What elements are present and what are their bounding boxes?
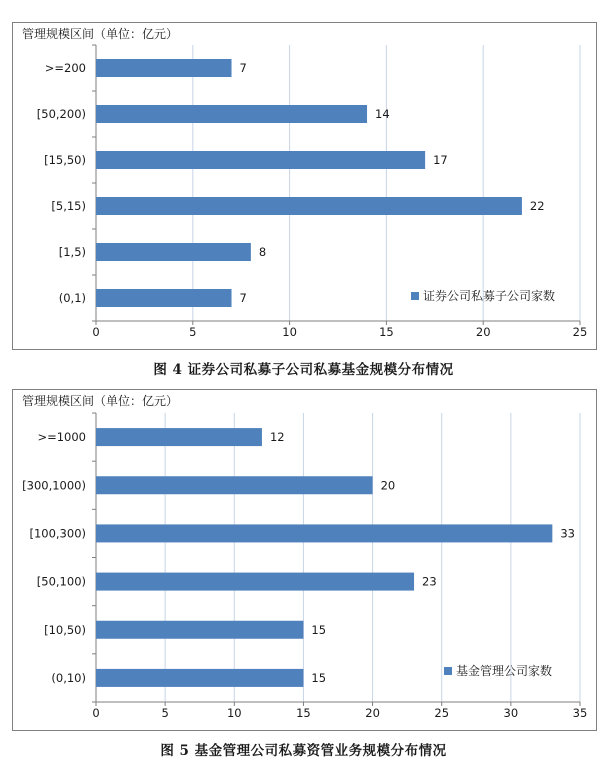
bar (96, 151, 425, 169)
chart-svg-1 (13, 23, 598, 351)
data-label: 23 (422, 574, 437, 589)
x-tick-label: 25 (434, 706, 450, 720)
bar (96, 621, 303, 639)
data-label: 17 (433, 153, 448, 167)
category-label: [50,100) (36, 574, 86, 589)
chart-title: 管理规模区间（单位：亿元） (22, 27, 179, 41)
figure-caption-2: 图 5 基金管理公司私募资管业务规模分布情况 (160, 743, 447, 759)
data-label: 33 (560, 526, 575, 541)
chart-panel-1 (12, 22, 597, 350)
data-label: 7 (239, 61, 247, 75)
x-tick-label: 10 (282, 325, 297, 339)
chart-title: 管理规模区间（单位：亿元） (22, 394, 179, 408)
bar (96, 476, 373, 494)
bar (96, 669, 303, 687)
category-label: [50,200) (36, 107, 86, 121)
legend-label: 证券公司私募子公司家数 (423, 289, 556, 303)
x-tick-label: 5 (189, 325, 197, 339)
x-tick-label: 5 (161, 706, 169, 720)
x-tick-label: 35 (572, 706, 588, 720)
x-tick-label: 15 (379, 325, 394, 339)
data-label: 15 (311, 622, 327, 637)
bar (96, 59, 232, 77)
legend-swatch (444, 667, 452, 675)
x-tick-label: 0 (92, 706, 100, 720)
bar (96, 573, 414, 591)
data-label: 22 (529, 199, 545, 213)
bar (96, 524, 552, 542)
bar (96, 197, 522, 215)
category-label: [100,300) (29, 526, 86, 541)
x-tick-label: 15 (296, 706, 311, 720)
chart-svg-2 (13, 390, 598, 732)
category-label: [1,5) (58, 245, 86, 259)
x-tick-label: 20 (365, 706, 380, 720)
legend-swatch (411, 292, 419, 300)
category-label: (0,10) (51, 670, 86, 685)
bar (96, 289, 232, 307)
x-tick-label: 20 (475, 325, 491, 339)
bar (96, 428, 262, 446)
data-label: 14 (375, 107, 390, 121)
data-label: 12 (269, 430, 285, 445)
category-label: [15,50) (44, 153, 86, 167)
category-label: [10,50) (44, 622, 86, 637)
category-label: >=1000 (37, 430, 86, 445)
chart-panel-2 (12, 389, 597, 731)
data-label: 8 (258, 245, 267, 259)
x-tick-label: 30 (503, 706, 519, 720)
data-label: 20 (380, 478, 396, 493)
bar (96, 105, 367, 123)
x-tick-label: 25 (572, 325, 588, 339)
data-label: 7 (239, 291, 247, 305)
bar (96, 243, 251, 261)
x-tick-label: 0 (92, 325, 100, 339)
x-tick-label: 10 (226, 706, 242, 720)
data-label: 15 (311, 670, 327, 685)
category-label: [5,15) (51, 199, 86, 213)
category-label: [300,1000) (22, 478, 86, 493)
category-label: (0,1) (58, 291, 86, 305)
category-label: >=200 (44, 61, 86, 75)
figure-caption-1: 图 4 证券公司私募子公司私募基金规模分布情况 (153, 362, 454, 378)
legend-label: 基金管理公司家数 (456, 664, 553, 678)
